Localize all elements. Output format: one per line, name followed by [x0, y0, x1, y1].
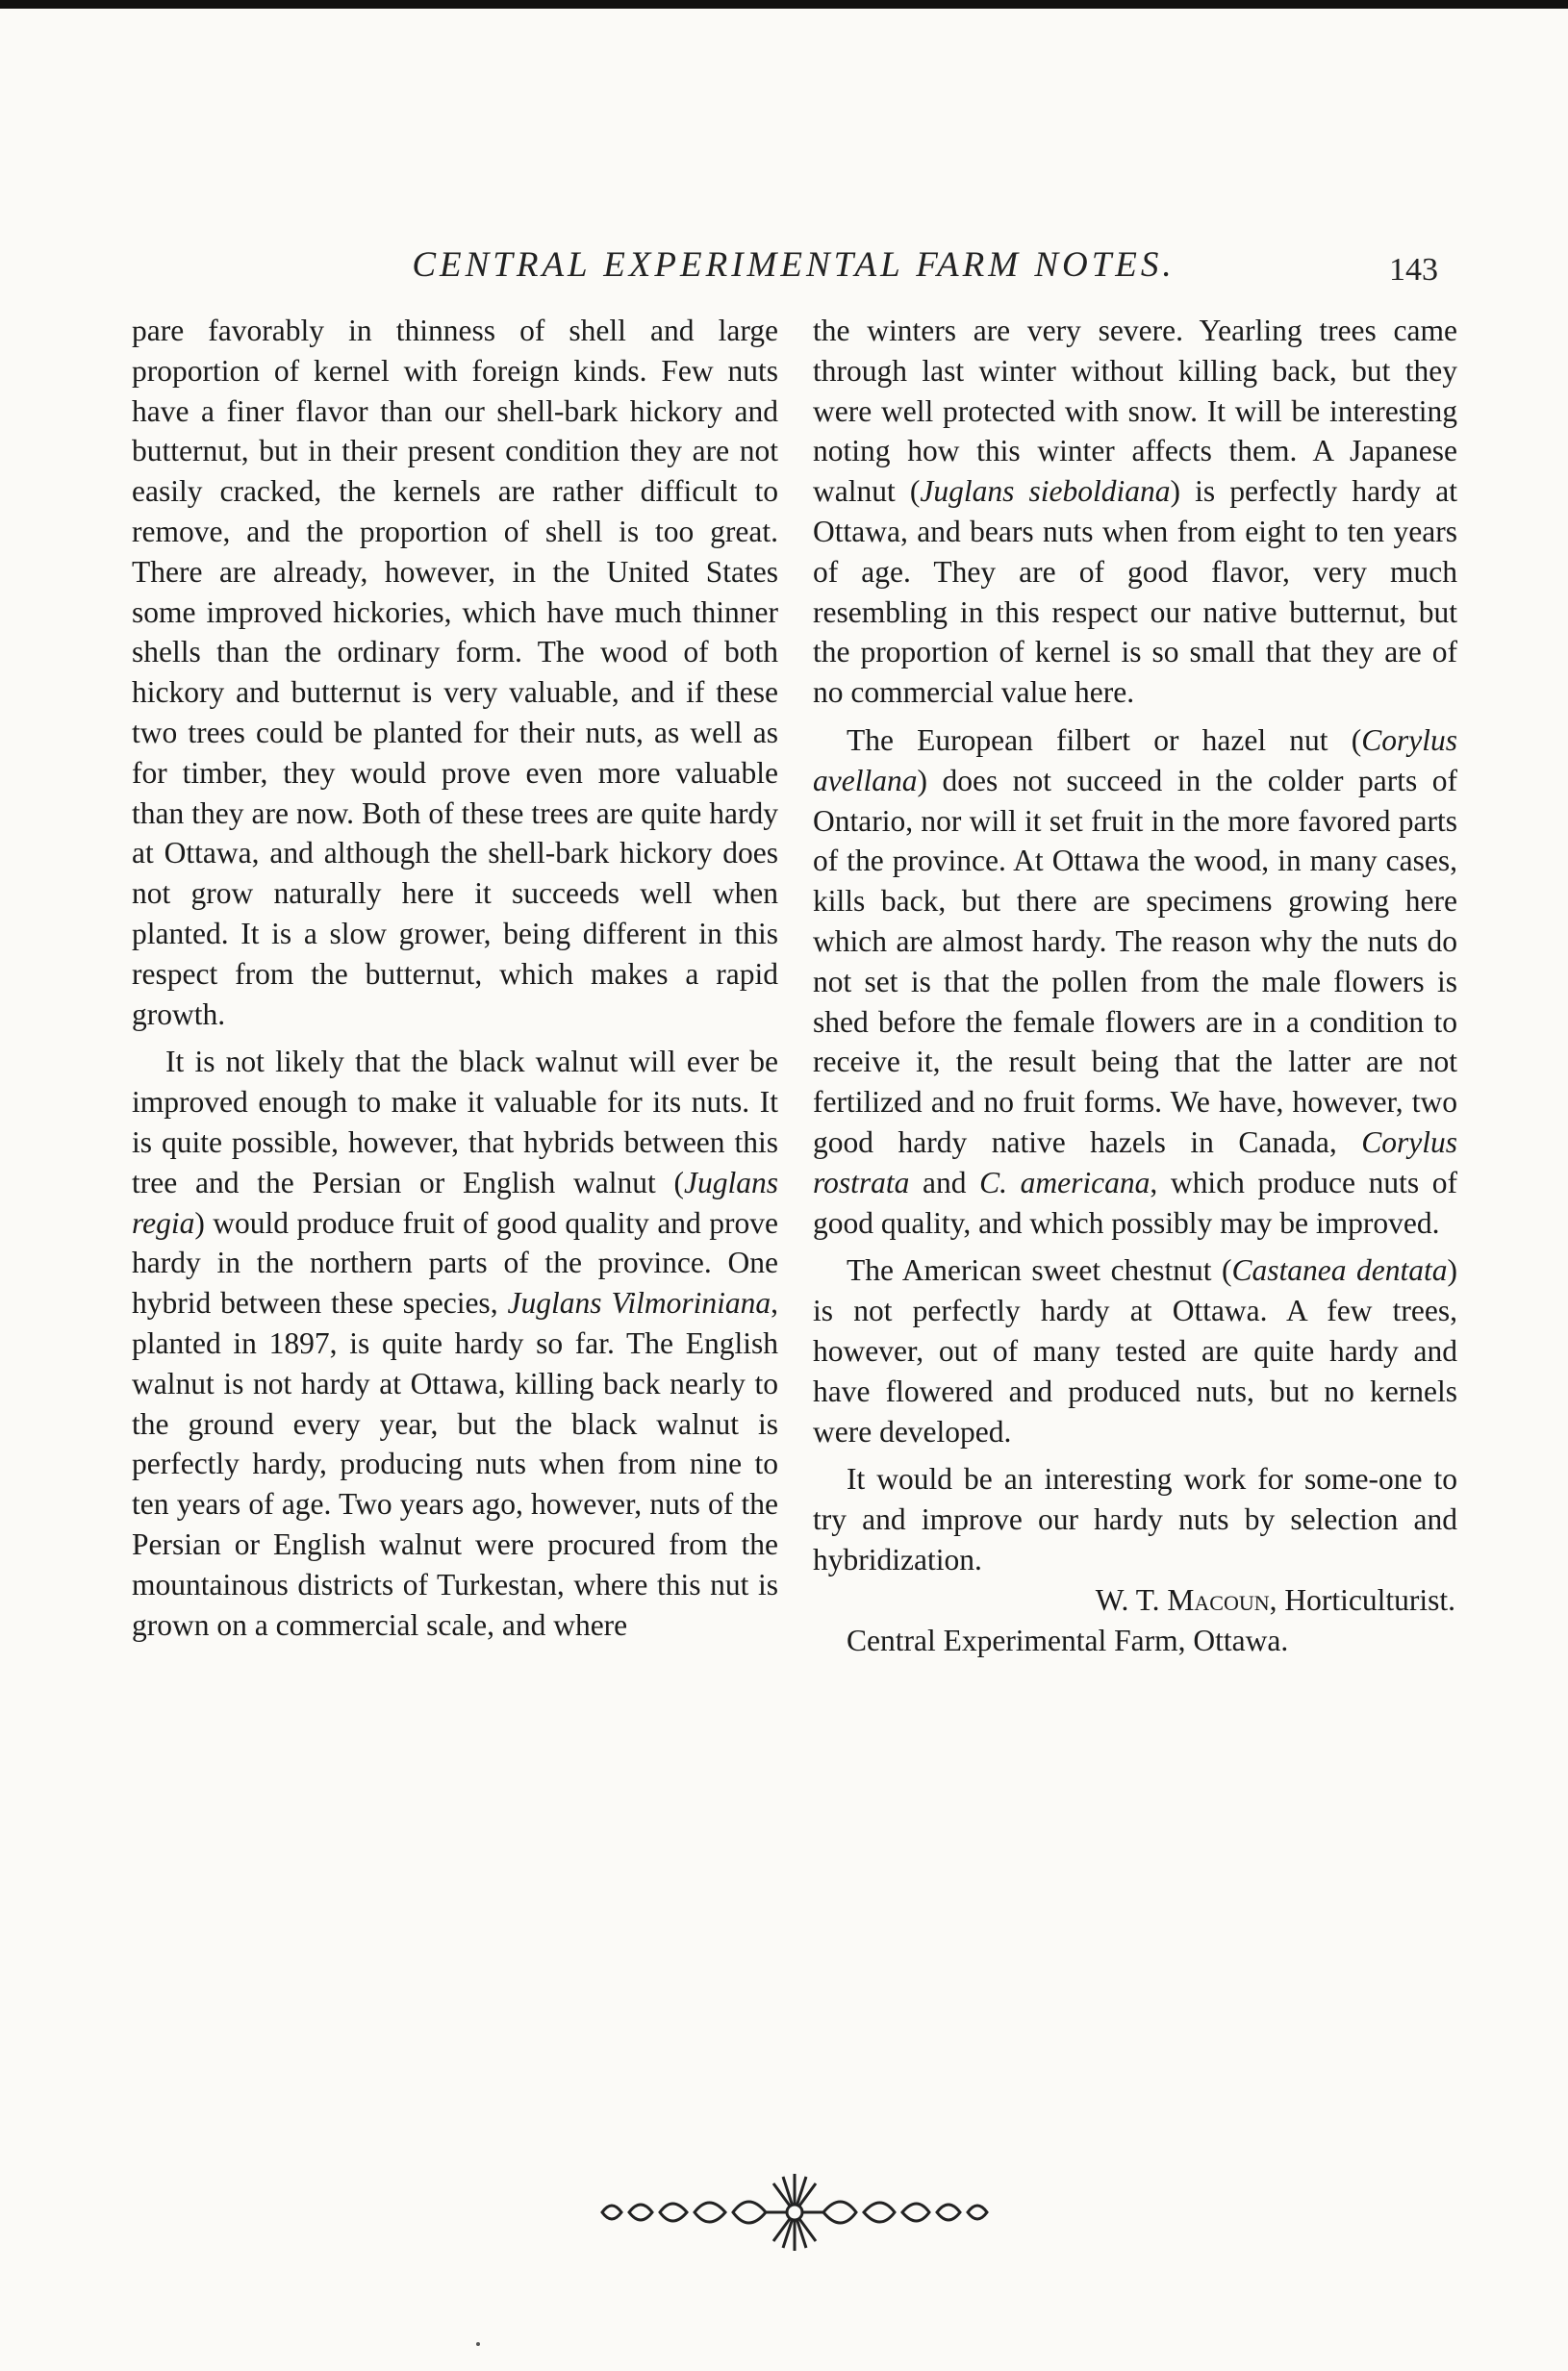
text-run: ) is perfectly hardy at Ottawa, and bears nuts when from eight to ten years of age. They are of good flavor, very much resembling in this respect our native butternut, but the proportion of kernel is so small that they are of no commercial value here.	[813, 474, 1457, 710]
paragraph-chestnut	[813, 1250, 1457, 1451]
text-run: the winters are very severe. Yearling trees came through last winter without killing back, but they were well protected with snow. It will be interesting noting how this winter affects them. A Japanese walnut (	[813, 314, 1457, 509]
species-name: Juglans Vilmoriniana	[507, 1286, 771, 1321]
text-run: and	[909, 1165, 980, 1199]
signature-author	[813, 1580, 1457, 1621]
species-name: Corylus avellana	[813, 722, 1457, 797]
text-run: ) would produce fruit of good quality and prove hardy in the northern parts of the province. One hybrid between these species,	[132, 1205, 778, 1321]
stray-mark	[476, 2342, 480, 2346]
paragraph-japanese-walnut	[813, 311, 1457, 713]
left-column	[132, 311, 778, 1645]
page-top-border	[0, 0, 1568, 9]
text-run: ) does not succeed in the colder parts of Ontario, nor will it set fruit in the more favored parts of the province. At Ottawa the wood, in many cases, kills back, but there are specimens growing here which are almost hardy. The reason why the nuts do not set is that the pollen from the male flowers is shed before the female flowers are in a condition to receive it, the result being that the latter are not fertilized and no fruit forms. We have, however, two good hardy native hazels in Canada,	[813, 763, 1457, 1159]
species-name: C. americana	[979, 1165, 1151, 1199]
species-name: Juglans sieboldiana	[920, 474, 1171, 509]
paragraph-hazel-nut	[813, 720, 1457, 1243]
text-run: ) is not perfectly hardy at Ottawa. A few trees, however, out of many tested are quite hardy and have flowered and produced nuts, but no kernels were developed.	[813, 1253, 1457, 1449]
paragraph-hickory-butternut: pare favorably in thinness of shell and large proportion of kernel with foreign kinds. Few nuts have a finer flavor than our shell-bark hickory and butternut, but in their present condition they are not easily cracked, the kernels are rather difficult to remove, and the proportion of shell is too great. There are already, however, in the United States some improved hickories, which have much thinner shells than the ordinary form. The wood of both hickory and butternut is very valuable, and if these two trees could be planted for their nuts, as well as for timber, they would prove even more valuable than they are now. Both of these trees are quite hardy at Ottawa, and although the shell-bark hickory does not grow naturally here it succeeds well when planted. It is a slow grower, being different in this respect from the butternut, which makes a rapid growth.	[132, 314, 778, 1031]
text-run: It is not likely that the black walnut will ever be improved enough to make it valuable for its nuts. It is quite possible, however, that hybrids between this tree and the Persian or English walnut (	[132, 1045, 778, 1199]
page-number: 143	[1389, 252, 1438, 288]
text-run: The American sweet chestnut (	[847, 1253, 1232, 1288]
text-run: , planted in 1897, is quite hardy so far. The English walnut is not hardy at Ottawa, killing back nearly to the ground every year, but the black walnut is perfectly hardy, producing nuts when from nine to ten years of age. Two years ago, however, nuts of the Persian or English walnut were procured from the mountainous districts of Turkestan, where this nut is grown on a commercial scale, and where	[132, 1286, 778, 1642]
paragraph-black-walnut	[132, 1042, 778, 1645]
text-run: , which produce nuts of good quality, and which possibly may be improved.	[813, 1165, 1458, 1240]
paragraph-conclusion: It would be an interesting work for some-one to try and improve our hardy nuts by selection and hybridization.	[813, 1462, 1457, 1576]
author-name: W. T. Macoun	[1095, 1582, 1270, 1617]
text-run: The European filbert or hazel nut (	[847, 722, 1362, 757]
species-name: Juglans regia	[132, 1165, 778, 1240]
species-name: Corylus rostrata	[813, 1124, 1457, 1199]
species-name: Castanea dentata	[1231, 1253, 1448, 1288]
decorative-ornament-icon	[593, 2169, 997, 2256]
signature-place: Central Experimental Farm, Ottawa.	[847, 1623, 1289, 1657]
running-header: CENTRAL EXPERIMENTAL FARM NOTES.	[412, 245, 1176, 285]
right-column	[813, 311, 1457, 1660]
author-title: , Horticulturist.	[1269, 1582, 1455, 1617]
